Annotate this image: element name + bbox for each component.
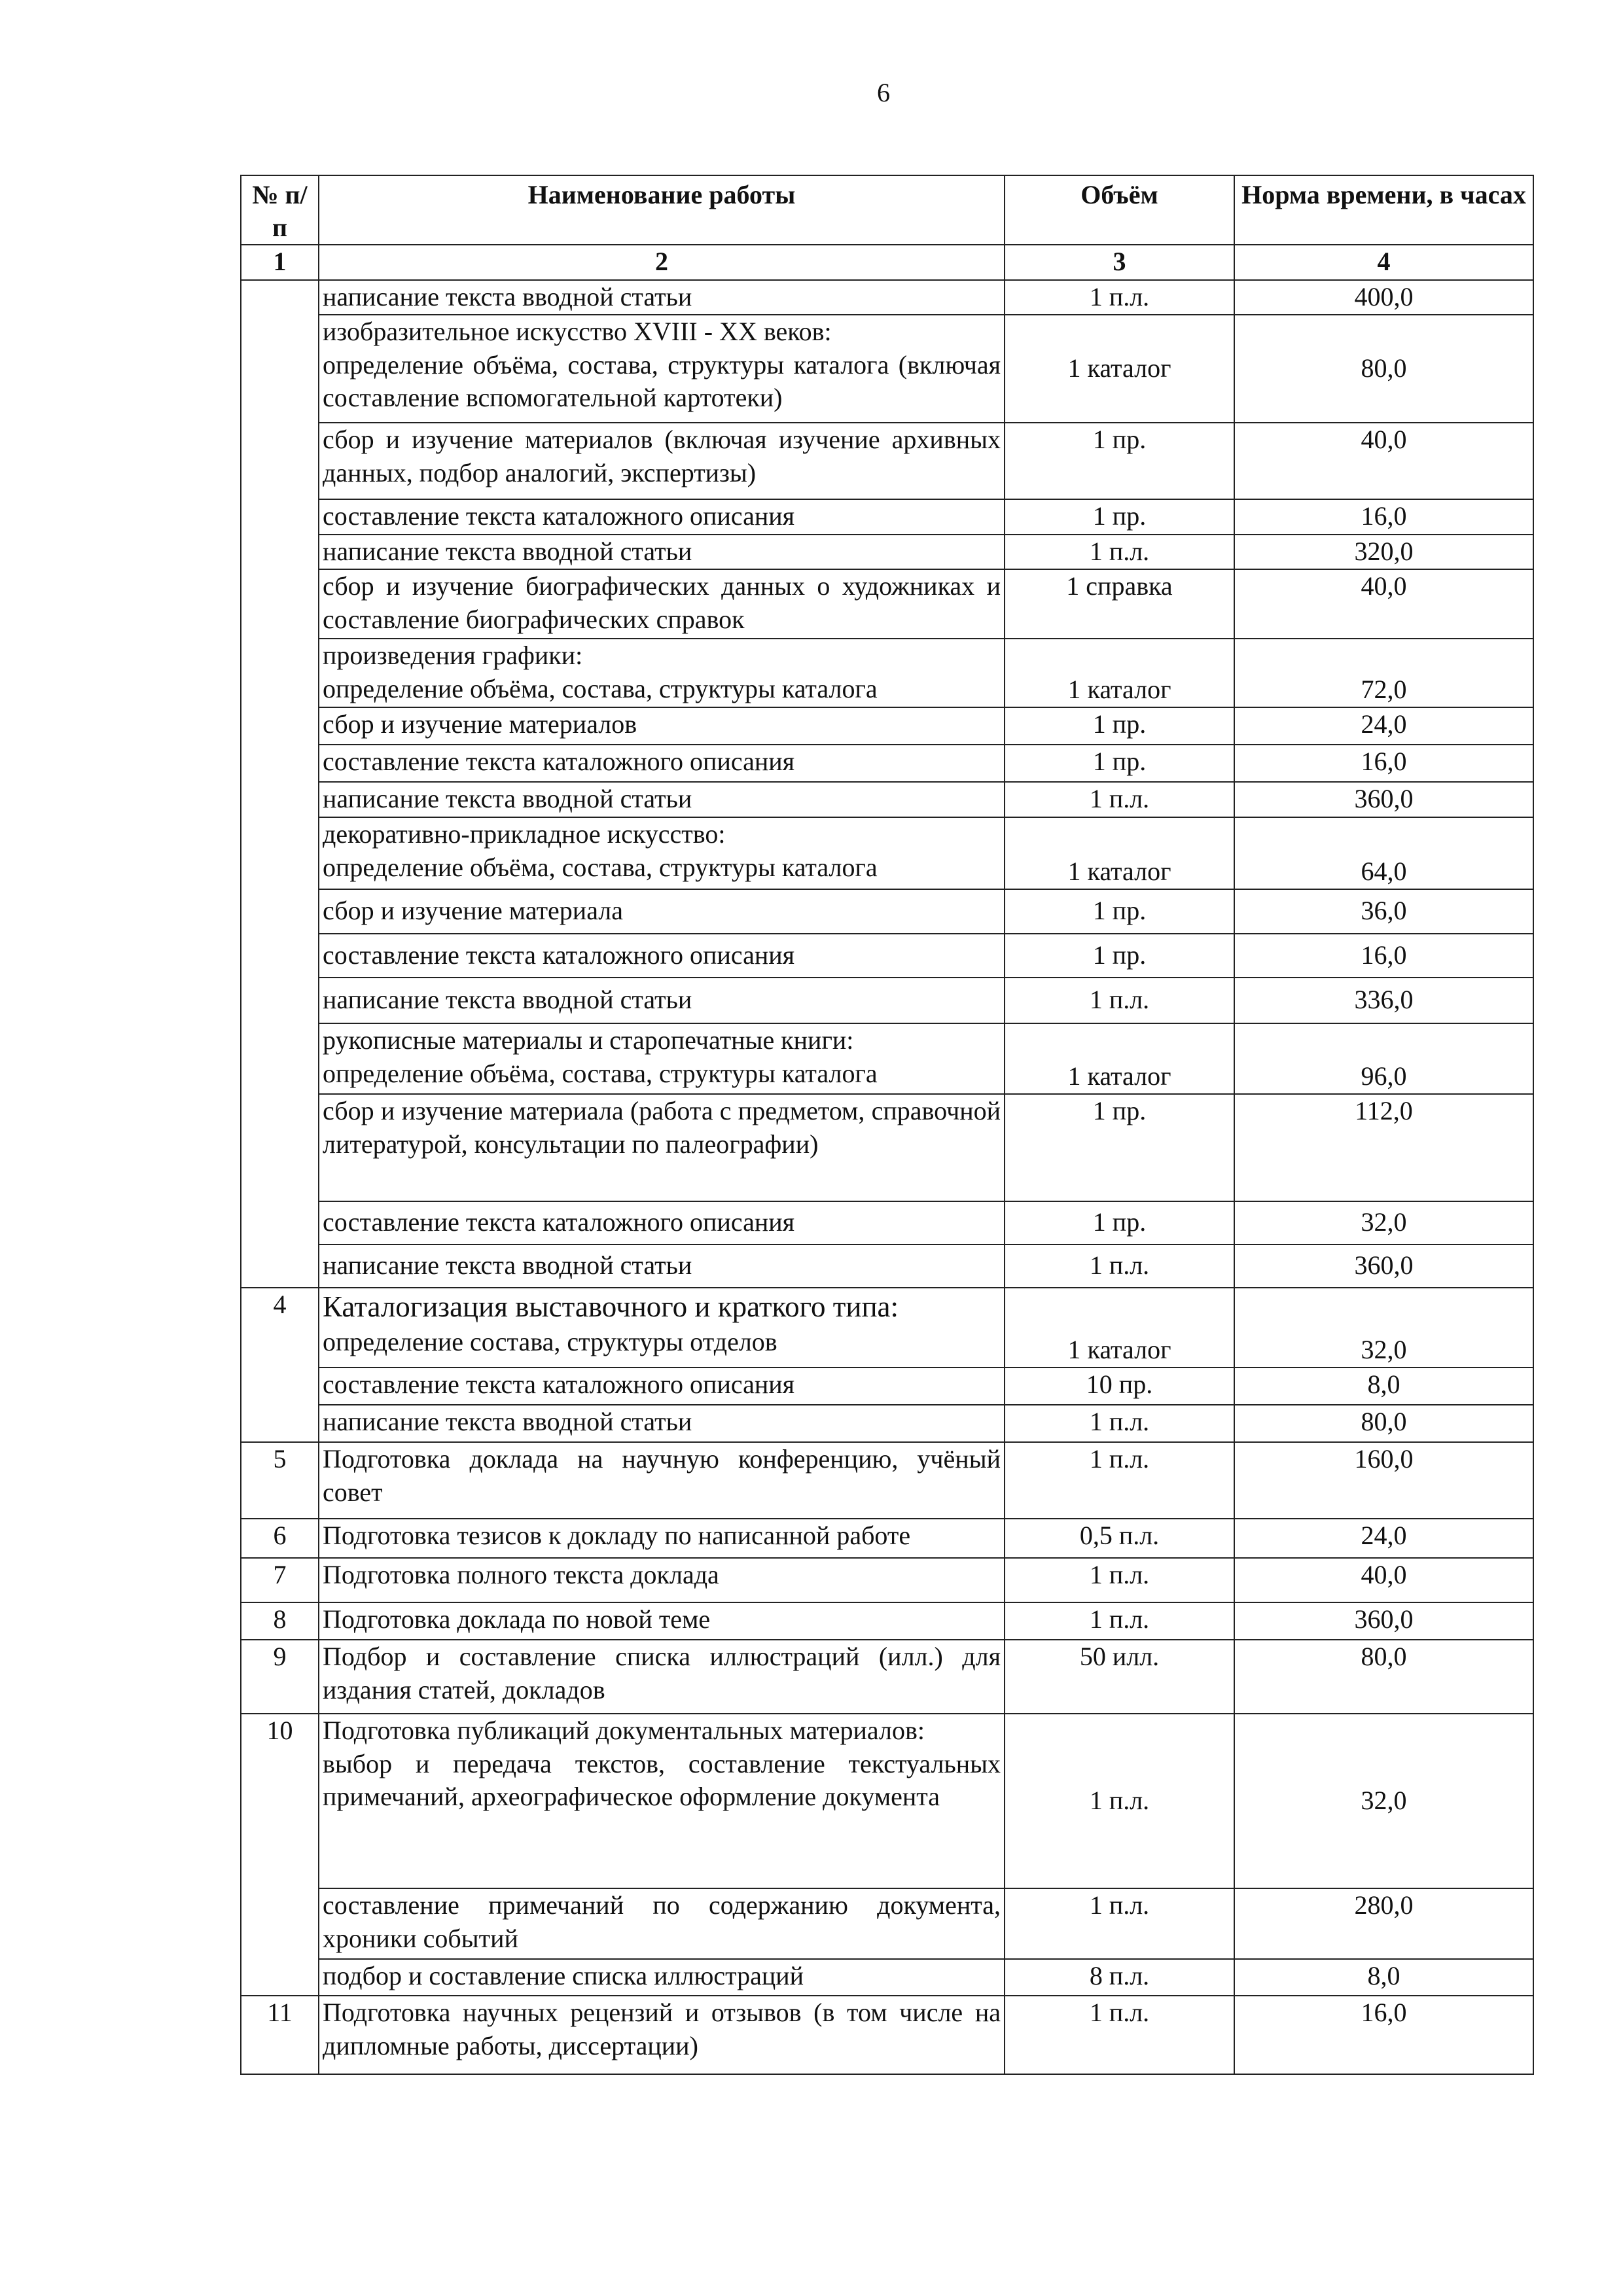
norm-cell: 8,0 (1234, 1959, 1533, 1996)
work-cell: сбор и изучение материалов (включая изучение архивных данных, подбор аналогий, экспертизы) (319, 423, 1005, 499)
norm-cell: 80,0 (1234, 1640, 1533, 1714)
table-row (241, 817, 1533, 889)
work-cell: составление примечаний по содержанию документа, хроники событий (319, 1888, 1005, 1959)
section-heading: изобразительное искусство XVIII - XX веков: (323, 316, 832, 346)
table-row (241, 1558, 1533, 1602)
norm-cell: 80,0 (1234, 1405, 1533, 1442)
work-text: определение объёма, состава, структуры каталога (323, 852, 878, 882)
norm-cell: 32,0 (1234, 1288, 1533, 1368)
norm-cell: 112,0 (1234, 1094, 1533, 1201)
norm-cell: 16,0 (1234, 1996, 1533, 2074)
row-number-cell: 8 (241, 1602, 319, 1640)
work-text: определение объёма, состава, структуры каталога (323, 673, 878, 703)
volume-cell: 1 п.л. (1005, 1602, 1234, 1640)
work-cell: сбор и изучение материалов (319, 707, 1005, 745)
row-number-cell: 11 (241, 1996, 319, 2074)
norm-cell: 16,0 (1234, 745, 1533, 782)
row-number-cell (241, 280, 319, 1288)
work-cell: составление текста каталожного описания (319, 1201, 1005, 1245)
table-row (241, 782, 1533, 817)
table-row (241, 1368, 1533, 1405)
column-number: 3 (1005, 245, 1234, 280)
table-row (241, 1602, 1533, 1640)
norm-cell: 80,0 (1234, 315, 1533, 423)
work-cell: сбор и изучение материала (319, 889, 1005, 934)
norm-cell: 72,0 (1234, 639, 1533, 707)
table-row (241, 1023, 1533, 1094)
volume-cell: 1 каталог (1005, 1023, 1234, 1094)
volume-cell: 1 п.л. (1005, 280, 1234, 315)
table-row (241, 1245, 1533, 1288)
work-cell: написание текста вводной статьи (319, 280, 1005, 315)
work-cell: сбор и изучение биографических данных о художниках и составление биографических справок (319, 569, 1005, 639)
header-row (241, 175, 1533, 245)
norm-cell: 160,0 (1234, 1442, 1533, 1519)
norm-cell: 64,0 (1234, 817, 1533, 889)
header-volume: Объём (1005, 175, 1234, 245)
table-row (241, 1405, 1533, 1442)
work-cell: Подготовка доклада на научную конференцию, учёный совет (319, 1442, 1005, 1519)
volume-cell: 1 справка (1005, 569, 1234, 639)
table-row (241, 1201, 1533, 1245)
volume-cell: 1 п.л. (1005, 1714, 1234, 1888)
row-number-cell: 6 (241, 1519, 319, 1558)
volume-cell: 10 пр. (1005, 1368, 1234, 1405)
norm-cell: 280,0 (1234, 1888, 1533, 1959)
volume-cell: 0,5 п.л. (1005, 1519, 1234, 1558)
norm-cell: 16,0 (1234, 934, 1533, 978)
volume-cell: 1 пр. (1005, 745, 1234, 782)
volume-cell: 1 п.л. (1005, 782, 1234, 817)
volume-cell: 1 п.л. (1005, 1245, 1234, 1288)
work-cell: подбор и составление списка иллюстраций (319, 1959, 1005, 1996)
work-cell (319, 1288, 1005, 1368)
norm-cell: 336,0 (1234, 978, 1533, 1023)
table-row (241, 1094, 1533, 1201)
work-cell: Подбор и составление списка иллюстраций (илл.) для издания статей, докладов (319, 1640, 1005, 1714)
section-heading: Подготовка публикаций документальных материалов: (323, 1715, 925, 1745)
norm-cell: 40,0 (1234, 423, 1533, 499)
norm-cell: 400,0 (1234, 280, 1533, 315)
table-row (241, 1714, 1533, 1888)
table-row (241, 1442, 1533, 1519)
work-cell: написание текста вводной статьи (319, 782, 1005, 817)
table-row (241, 978, 1533, 1023)
volume-cell: 1 пр. (1005, 499, 1234, 535)
work-cell: Подготовка доклада по новой теме (319, 1602, 1005, 1640)
table-row (241, 889, 1533, 934)
norm-cell: 24,0 (1234, 707, 1533, 745)
work-cell: Подготовка полного текста доклада (319, 1558, 1005, 1602)
section-heading: декоративно-прикладное искусство: (323, 819, 726, 849)
table-row (241, 1288, 1533, 1368)
work-text: определение объёма, состава, структуры каталога (323, 1058, 878, 1088)
norm-cell: 40,0 (1234, 569, 1533, 639)
table-row (241, 639, 1533, 707)
table-row (241, 280, 1533, 315)
volume-cell: 1 пр. (1005, 423, 1234, 499)
volume-cell: 1 каталог (1005, 639, 1234, 707)
table-row (241, 1959, 1533, 1996)
column-number: 1 (241, 245, 319, 280)
table-row (241, 499, 1533, 535)
work-text: определение объёма, состава, структуры каталога (включая составление вспомогательной картотеки) (323, 349, 1001, 413)
norm-cell: 360,0 (1234, 782, 1533, 817)
row-number-cell: 10 (241, 1714, 319, 1996)
work-text: определение состава, структуры отделов (323, 1326, 777, 1356)
work-cell: составление текста каталожного описания (319, 1368, 1005, 1405)
norm-cell: 96,0 (1234, 1023, 1533, 1094)
volume-cell: 1 п.л. (1005, 535, 1234, 569)
volume-cell: 1 каталог (1005, 315, 1234, 423)
column-numbers-row (241, 245, 1533, 280)
column-number: 4 (1234, 245, 1533, 280)
work-cell: Подготовка научных рецензий и отзывов (в том числе на дипломные работы, диссертации) (319, 1996, 1005, 2074)
header-number: № п/п (241, 175, 319, 245)
norm-cell: 16,0 (1234, 499, 1533, 535)
row-number-cell: 7 (241, 1558, 319, 1602)
work-cell: написание текста вводной статьи (319, 978, 1005, 1023)
header-time-norm: Норма времени, в часах (1234, 175, 1533, 245)
table-row (241, 745, 1533, 782)
table-row (241, 315, 1533, 423)
work-cell (319, 817, 1005, 889)
volume-cell: 1 каталог (1005, 1288, 1234, 1368)
section-heading: рукописные материалы и старопечатные книги: (323, 1025, 854, 1055)
table-row (241, 569, 1533, 639)
table-row (241, 1888, 1533, 1959)
table-row (241, 1996, 1533, 2074)
volume-cell: 1 пр. (1005, 707, 1234, 745)
volume-cell: 1 пр. (1005, 934, 1234, 978)
work-cell: сбор и изучение материала (работа с предметом, справочной литературой, консультации по палеографии) (319, 1094, 1005, 1201)
work-cell: написание текста вводной статьи (319, 535, 1005, 569)
norms-table (240, 175, 1534, 2075)
work-cell: написание текста вводной статьи (319, 1245, 1005, 1288)
work-cell: Подготовка тезисов к докладу по написанной работе (319, 1519, 1005, 1558)
norm-cell: 32,0 (1234, 1201, 1533, 1245)
volume-cell: 1 п.л. (1005, 1996, 1234, 2074)
page-number: 6 (877, 78, 890, 107)
table-row (241, 1519, 1533, 1558)
table-row (241, 1640, 1533, 1714)
norm-cell: 360,0 (1234, 1245, 1533, 1288)
work-text: выбор и передача текстов, составление текстуальных примечаний, археографическое оформление документа (323, 1748, 1001, 1812)
work-cell: составление текста каталожного описания (319, 745, 1005, 782)
row-number-cell: 5 (241, 1442, 319, 1519)
work-cell: составление текста каталожного описания (319, 934, 1005, 978)
section-heading: Каталогизация выставочного и краткого типа: (323, 1290, 899, 1323)
column-number: 2 (319, 245, 1005, 280)
table-row (241, 423, 1533, 499)
norm-cell: 40,0 (1234, 1558, 1533, 1602)
table-row (241, 535, 1533, 569)
work-cell (319, 315, 1005, 423)
norm-cell: 36,0 (1234, 889, 1533, 934)
norm-cell: 24,0 (1234, 1519, 1533, 1558)
work-cell (319, 639, 1005, 707)
norm-cell: 32,0 (1234, 1714, 1533, 1888)
work-cell: составление текста каталожного описания (319, 499, 1005, 535)
work-cell (319, 1714, 1005, 1888)
volume-cell: 1 пр. (1005, 1201, 1234, 1245)
row-number-cell: 9 (241, 1640, 319, 1714)
volume-cell: 8 п.л. (1005, 1959, 1234, 1996)
volume-cell: 1 п.л. (1005, 978, 1234, 1023)
volume-cell: 1 пр. (1005, 889, 1234, 934)
volume-cell: 1 каталог (1005, 817, 1234, 889)
norm-cell: 320,0 (1234, 535, 1533, 569)
header-work-name: Наименование работы (319, 175, 1005, 245)
norm-cell: 8,0 (1234, 1368, 1533, 1405)
table-row (241, 934, 1533, 978)
volume-cell: 1 п.л. (1005, 1558, 1234, 1602)
work-cell (319, 1023, 1005, 1094)
section-heading: произведения графики: (323, 640, 583, 670)
table-row (241, 707, 1533, 745)
norm-cell: 360,0 (1234, 1602, 1533, 1640)
volume-cell: 1 п.л. (1005, 1405, 1234, 1442)
work-cell: написание текста вводной статьи (319, 1405, 1005, 1442)
volume-cell: 1 п.л. (1005, 1888, 1234, 1959)
volume-cell: 1 пр. (1005, 1094, 1234, 1201)
volume-cell: 1 п.л. (1005, 1442, 1234, 1519)
row-number-cell: 4 (241, 1288, 319, 1442)
volume-cell: 50 илл. (1005, 1640, 1234, 1714)
